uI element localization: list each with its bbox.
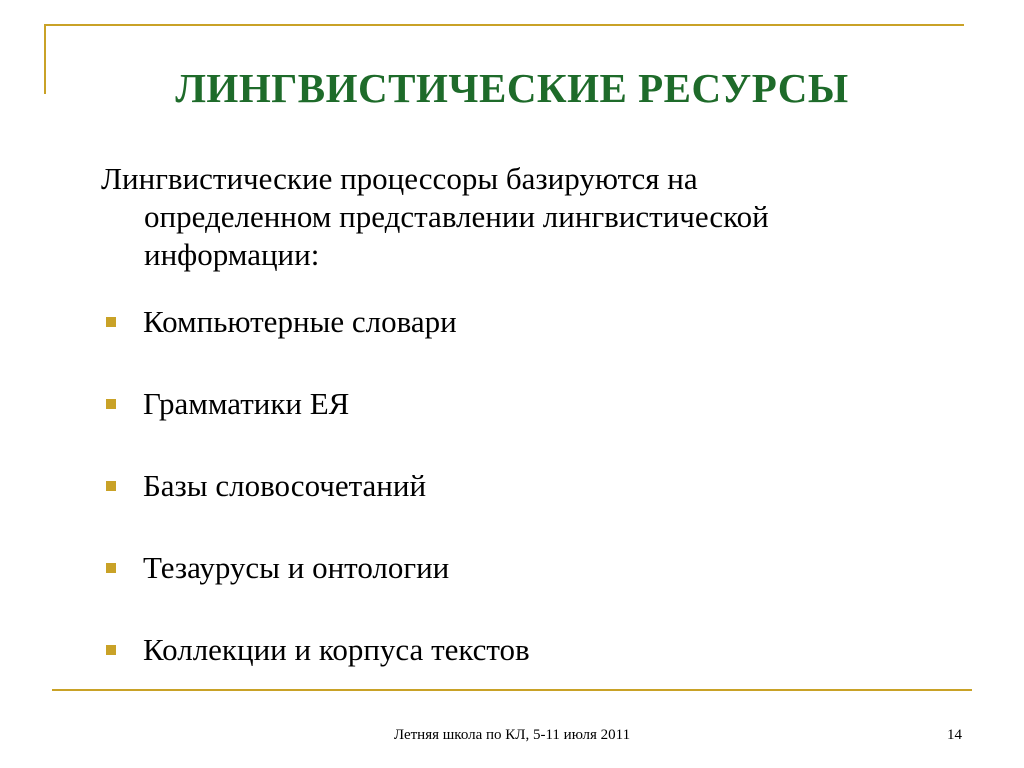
footer-text: Летняя школа по КЛ, 5-11 июля 2011: [393, 727, 631, 743]
intro-line: определенном представлении лингвистической: [144, 199, 769, 234]
square-bullet-icon: [106, 317, 116, 327]
bullet-item: [101, 302, 901, 384]
square-bullet-icon: [106, 563, 116, 573]
bullet-item: [101, 384, 901, 466]
intro-paragraph: [101, 160, 881, 274]
bullet-text: Коллекции и корпуса текстов: [143, 632, 530, 667]
square-bullet-icon: [106, 481, 116, 491]
square-bullet-icon: [106, 399, 116, 409]
bullet-text: Базы словосочетаний: [143, 468, 427, 503]
bullet-text: Компьютерные словари: [143, 304, 457, 339]
intro-line: информации:: [144, 237, 320, 272]
page-number: 14: [947, 727, 962, 743]
bullet-list: [101, 302, 901, 712]
slide-title: ЛИНГВИСТИЧЕСКИЕ РЕСУРСЫ: [175, 65, 849, 111]
bullet-item: [101, 630, 901, 712]
footer-rule: [52, 689, 972, 691]
bullet-text: Грамматики ЕЯ: [143, 386, 350, 421]
intro-line: Лингвистические процессоры базируются на: [101, 161, 698, 196]
bullet-item: [101, 466, 901, 548]
bullet-text: Тезаурусы и онтологии: [143, 550, 450, 585]
frame-top-rule: [44, 24, 964, 26]
square-bullet-icon: [106, 645, 116, 655]
bullet-item: [101, 548, 901, 630]
